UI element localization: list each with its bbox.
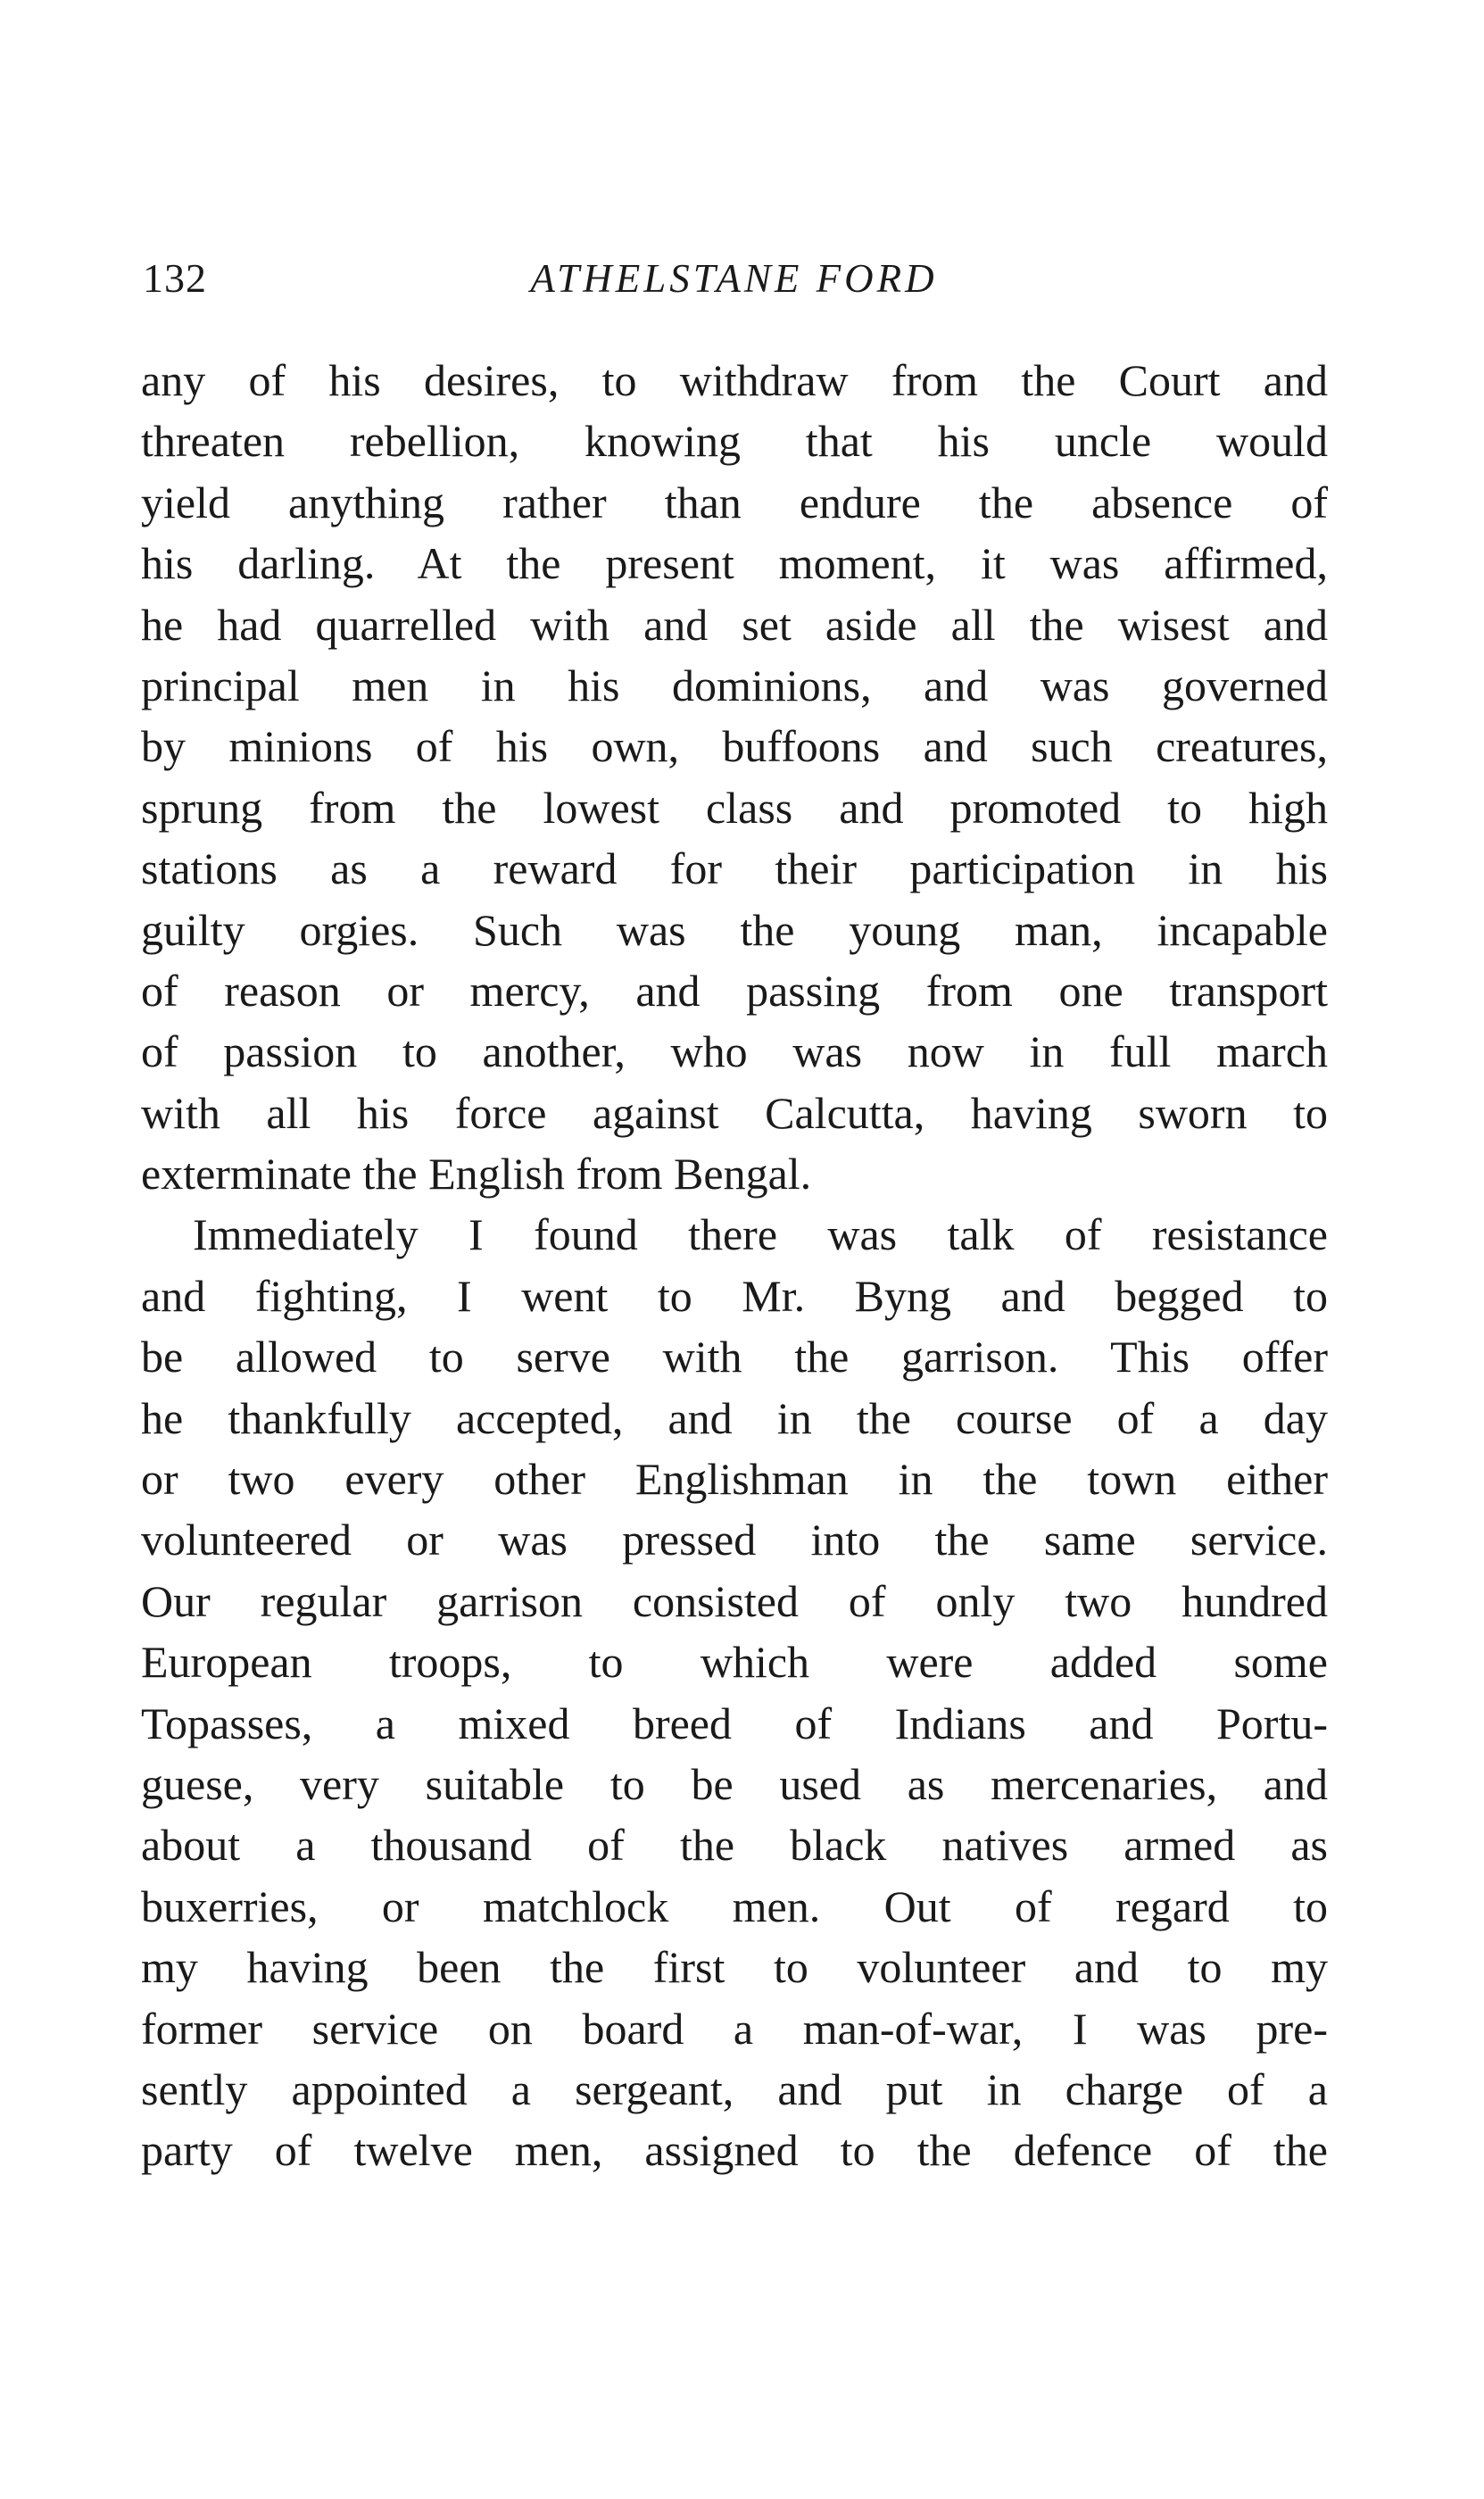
text-line: Topasses, a mixed breed of Indians and Portu- (141, 1698, 1328, 1748)
text-line: threaten rebellion, knowing that his uncle would (141, 416, 1328, 467)
text-line: guese, very suitable to be used as mercenaries, and (141, 1758, 1328, 1809)
text-line: his darling. At the present moment, it was affirmed, (141, 538, 1328, 589)
running-title: ATHELSTANE FORD (530, 256, 938, 301)
text-line: principal men in his dominions, and was governed (141, 660, 1328, 710)
text-line: sprung from the lowest class and promoted to high (141, 782, 1328, 833)
page-header (143, 252, 1325, 305)
text-line: yield anything rather than endure the absence of (141, 477, 1328, 527)
text-line: any of his desires, to withdraw from the Court and (141, 355, 1328, 405)
text-line: he thankfully accepted, and in the course of a day (141, 1392, 1328, 1443)
text-line: exterminate the English from Bengal. (141, 1149, 812, 1200)
text-line: be allowed to serve with the garrison. This offer (141, 1332, 1328, 1382)
text-line: guilty orgies. Such was the young man, incapable (141, 904, 1328, 955)
text-line: sently appointed a sergeant, and put in charge of a (141, 2063, 1328, 2114)
text-line: Immediately I found there was talk of resistance (193, 1209, 1328, 1260)
text-line: by minions of his own, buffoons and such creatures, (141, 721, 1328, 772)
text-line: of passion to another, who was now in full march (141, 1026, 1328, 1077)
text-line: he had quarrelled with and set aside all the wisest and (141, 599, 1328, 650)
text-line: volunteered or was pressed into the same service. (141, 1515, 1328, 1565)
page-number: 132 (143, 255, 207, 301)
text-line: former service on board a man-of-war, I was pre- (141, 2003, 1328, 2054)
text-line: and fighting, I went to Mr. Byng and begged to (141, 1270, 1328, 1321)
text-line: with all his force against Calcutta, having sworn to (141, 1087, 1328, 1138)
text-line: of reason or mercy, and passing from one transport (141, 965, 1328, 1016)
text-line: Our regular garrison consisted of only two hundred (141, 1575, 1328, 1626)
text-line: European troops, to which were added some (141, 1637, 1328, 1688)
text-line: or two every other Englishman in the town either (141, 1454, 1328, 1505)
text-line: stations as a reward for their participation in his (141, 843, 1328, 894)
text-line: my having been the first to volunteer and to my (141, 1942, 1328, 1993)
body-text (141, 350, 1328, 2181)
text-line: party of twelve men, assigned to the defence of the (141, 2125, 1328, 2176)
text-line: buxerries, or matchlock men. Out of regard to (141, 1880, 1328, 1931)
text-line: about a thousand of the black natives armed as (141, 1820, 1328, 1871)
